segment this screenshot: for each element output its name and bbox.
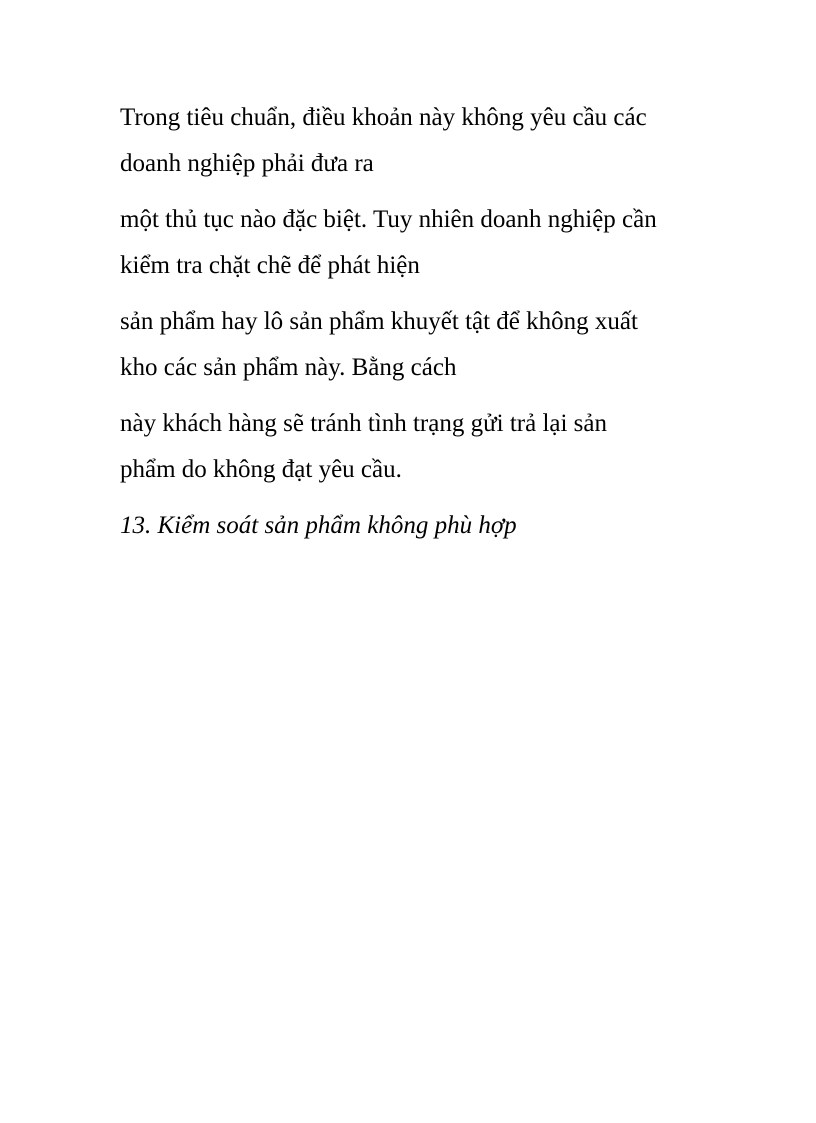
paragraph-line: doanh nghiệp phải đưa ra — [120, 150, 374, 177]
paragraph-line: kho các sản phẩm này. Bằng cách — [120, 354, 457, 381]
paragraph — [120, 299, 720, 391]
document-body — [120, 95, 720, 549]
section-heading: 13. Kiểm soát sản phẩm không phù hợp — [120, 512, 517, 539]
paragraph — [120, 197, 720, 289]
paragraph-line: phẩm do không đạt yêu cầu. — [120, 456, 402, 483]
paragraph-line: kiểm tra chặt chẽ để phát hiện — [120, 252, 420, 279]
paragraph — [120, 401, 720, 493]
paragraph-line: sản phẩm hay lô sản phẩm khuyết tật để không xuất — [120, 308, 638, 335]
paragraph-line: này khách hàng sẽ tránh tình trạng gửi trả lại sản — [120, 410, 608, 437]
paragraph-line: Trong tiêu chuẩn, điều khoản này không yêu cầu các — [120, 104, 647, 131]
paragraph-line: một thủ tục nào đặc biệt. Tuy nhiên doanh nghiệp cần — [120, 206, 657, 233]
paragraph — [120, 95, 720, 187]
